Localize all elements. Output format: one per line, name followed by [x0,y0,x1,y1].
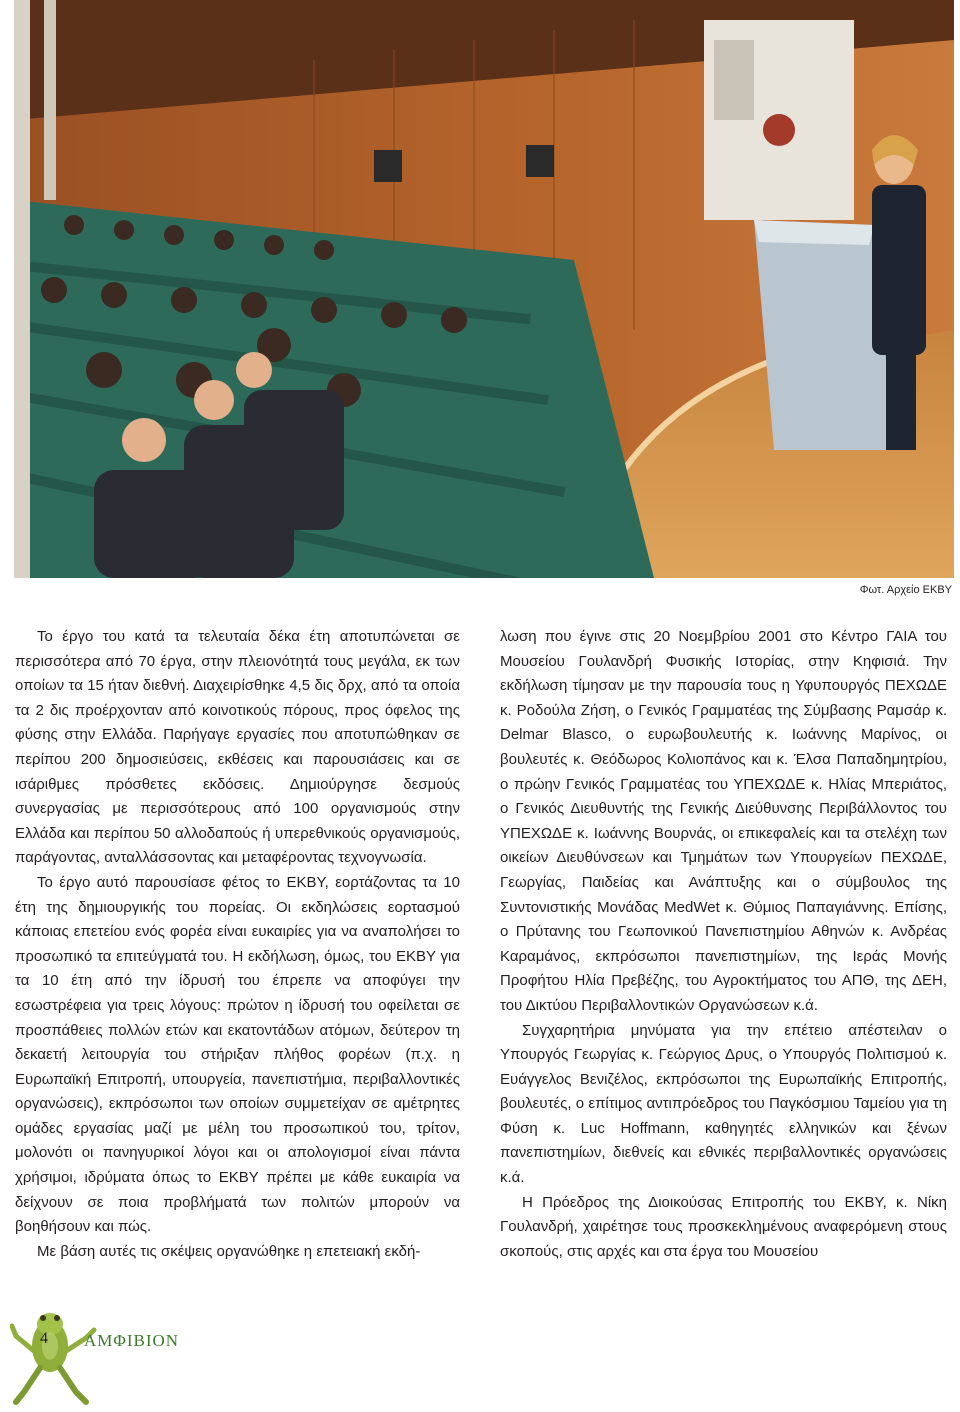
paragraph: Το έργο του κατά τα τελευταία δέκα έτη αποτυπώνεται σε περισσότερα από 70 έργα, στην πλειονότητά τους μεγάλα, εκ των οποίων τα 15 ήταν διεθνή. Διαχειρίσθηκε 4,5 δις δρχ, από τα οποία τα 2 δις προέρχονταν από κοινοτικούς πόρους, προς όφελος της φύσης στην Ελλάδα. Παρήγαγε εργασίες που αποτυπώθηκαν σε περίπου 200 δημοσιεύσεις, εκθέσεις και παρουσιάσεις και σε ισάριθμες πρόσθετες εκδόσεις. Δημιούργησε δεσμούς συνεργασίας με περισσότερους από 100 οργανισμούς στην Ελλάδα και περίπου 50 αλλοδαπούς ή υπερεθνικούς οργανισμούς, παράγοντας, ανταλλάσσοντας και μεταφέροντας τεχνογνωσία. [15,628,460,867]
photo-credit: Φωτ. Αρχείο ΕΚΒΥ [859,584,952,596]
footer [10,1296,260,1406]
paragraph: Το έργο αυτό παρουσίασε φέτος το ΕΚΒΥ, εορτάζοντας τα 10 έτη της δημιουργικής του πορείας. Οι εκδηλώσεις εορτασμού κάποιας επετείου ενός φορέα είναι ευκαιρίες για να αναπολήσει το προσωπικό τα επιτεύγματά του. Η εκδήλωση, όμως, του ΕΚΒΥ για τα 10 έτη από την ίδρυσή του έπρεπε να αποφύγει την εσωστρέφεια για τρεις λόγους: πρώτον η ίδρυσή του οφείλεται σε προσπάθειες πολλών ετών και εκατοντάδων ατόμων, δεύτερον τη δεκαετή λειτουργία του στήριξαν πλήθος φορέων (π.χ. η Ευρωπαϊκή Επιτροπή, υπουργεία, πανεπιστήμια, περιβαλλοντικές οργανώσεις), εκπρόσωποι των οποίων συμμετείχαν σε αμέτρητες ομάδες εργασίας μαζί με μέλη του προσωπικού του, τρίτον, μολονότι οι πανηγυρικοί λόγοι και οι απολογισμοί είναι πάντα χρήσιμοι, ιδρύματα όπως το ΕΚΒΥ πρέπει με κάθε ευκαιρία να δείχνουν σε ποια προβλήματά των πολιτών μπορούν να βοηθήσουν και πώς. [15,873,460,1236]
paragraph: Η Πρόεδρος της Διοικούσας Επιτροπής του ΕΚΒΥ, κ. Νίκη Γουλανδρή, χαιρέτησε τους προσκεκλημένους αναφερόμενη στους σκοπούς, στις αρχές και στα έργα του Μουσείου [500,1193,947,1260]
paragraph: Με βάση αυτές τις σκέψεις οργανώθηκε η επετειακή εκδή- [37,1242,421,1260]
frog-icon [10,1296,100,1406]
speaker-box [526,145,554,177]
conference-photo-illustration [14,0,954,578]
conference-photo [14,0,954,578]
paragraph: Συγχαρητήρια μηνύματα για την επέτειο απέστειλαν ο Υπουργός Γεωργίας κ. Γεώργιος Δρυς, ο Υπουργός Πολιτισμού κ. Ευάγγελος Βενιζέλος, εκπρόσωποι της Ευρωπαϊκής Επιτροπής, βουλευτές, ο επίτιμος αντιπρόεδρος του Παγκόσμιου Ταμείου για τη Φύση κ. Luc Hoffmann, καθηγητές ελληνικών και ξένων πανεπιστημίων, διεθνείς και εθνικές περιβαλλοντικές οργανώσεις κ.ά. [500,1021,947,1187]
paragraph: λωση που έγινε στις 20 Νοεμβρίου 2001 στο Κέντρο ΓΑΙΑ του Μουσείου Γουλανδρή Φυσικής Ιστορίας, στην Κηφισιά. Την εκδήλωση τίμησαν με την παρουσία τους η Υφυπουργός ΠΕΧΩΔΕ κ. Ροδούλα Ζήση, ο Γενικός Γραμματέας της Σύμβασης Ραμσάρ κ. Delmar Blasco, ο ευρωβουλευτής κ. Ιωάννης Μαρίνος, οι βουλευτές κ. Θεόδωρος Κολιοπάνος και κ. Έλσα Παπαδημητρίου, ο πρώην Γενικός Γραμματέας του ΥΠΕΧΩΔΕ κ. Ηλίας Μπεριάτος, ο Γενικός Διευθυντής της Γενικής Διεύθυνσης Περιβάλλοντος του ΥΠΕΧΩΔΕ κ. Ιωάννης Βουρνάς, οι επικεφαλείς και τα στελέχη των οικείων Διευθύνσεων και Τμημάτων των Υπουργείων ΠΕΧΩΔΕ, Γεωργίας, Παιδείας και Ανάπτυξης και ο σύμβουλος της Συντονιστικής Μονάδας MedWet κ. Θύμιος Παπαγιάννης. Επίσης, ο Πρύτανης του Γεωπονικού Πανεπιστημίου Αθηνών κ. Ανδρέας Καραμάνος, εκπρόσωποι πανεπιστημίων, της Ιεράς Μονής Προφήτου Ηλία Πρεβέζης, του Αγροκτήματος του ΑΠΘ, της ΔΕΗ, του Δικτύου Περιβαλλοντικών Οργανώσεων κ.ά. [500,628,947,1014]
magazine-title: ΑΜΦΙΒΙΟΝ [84,1331,180,1350]
speaker-box [374,150,402,182]
page-number: 4 [40,1330,48,1347]
article-column-right [500,625,947,1264]
article-column-left [15,625,460,1264]
